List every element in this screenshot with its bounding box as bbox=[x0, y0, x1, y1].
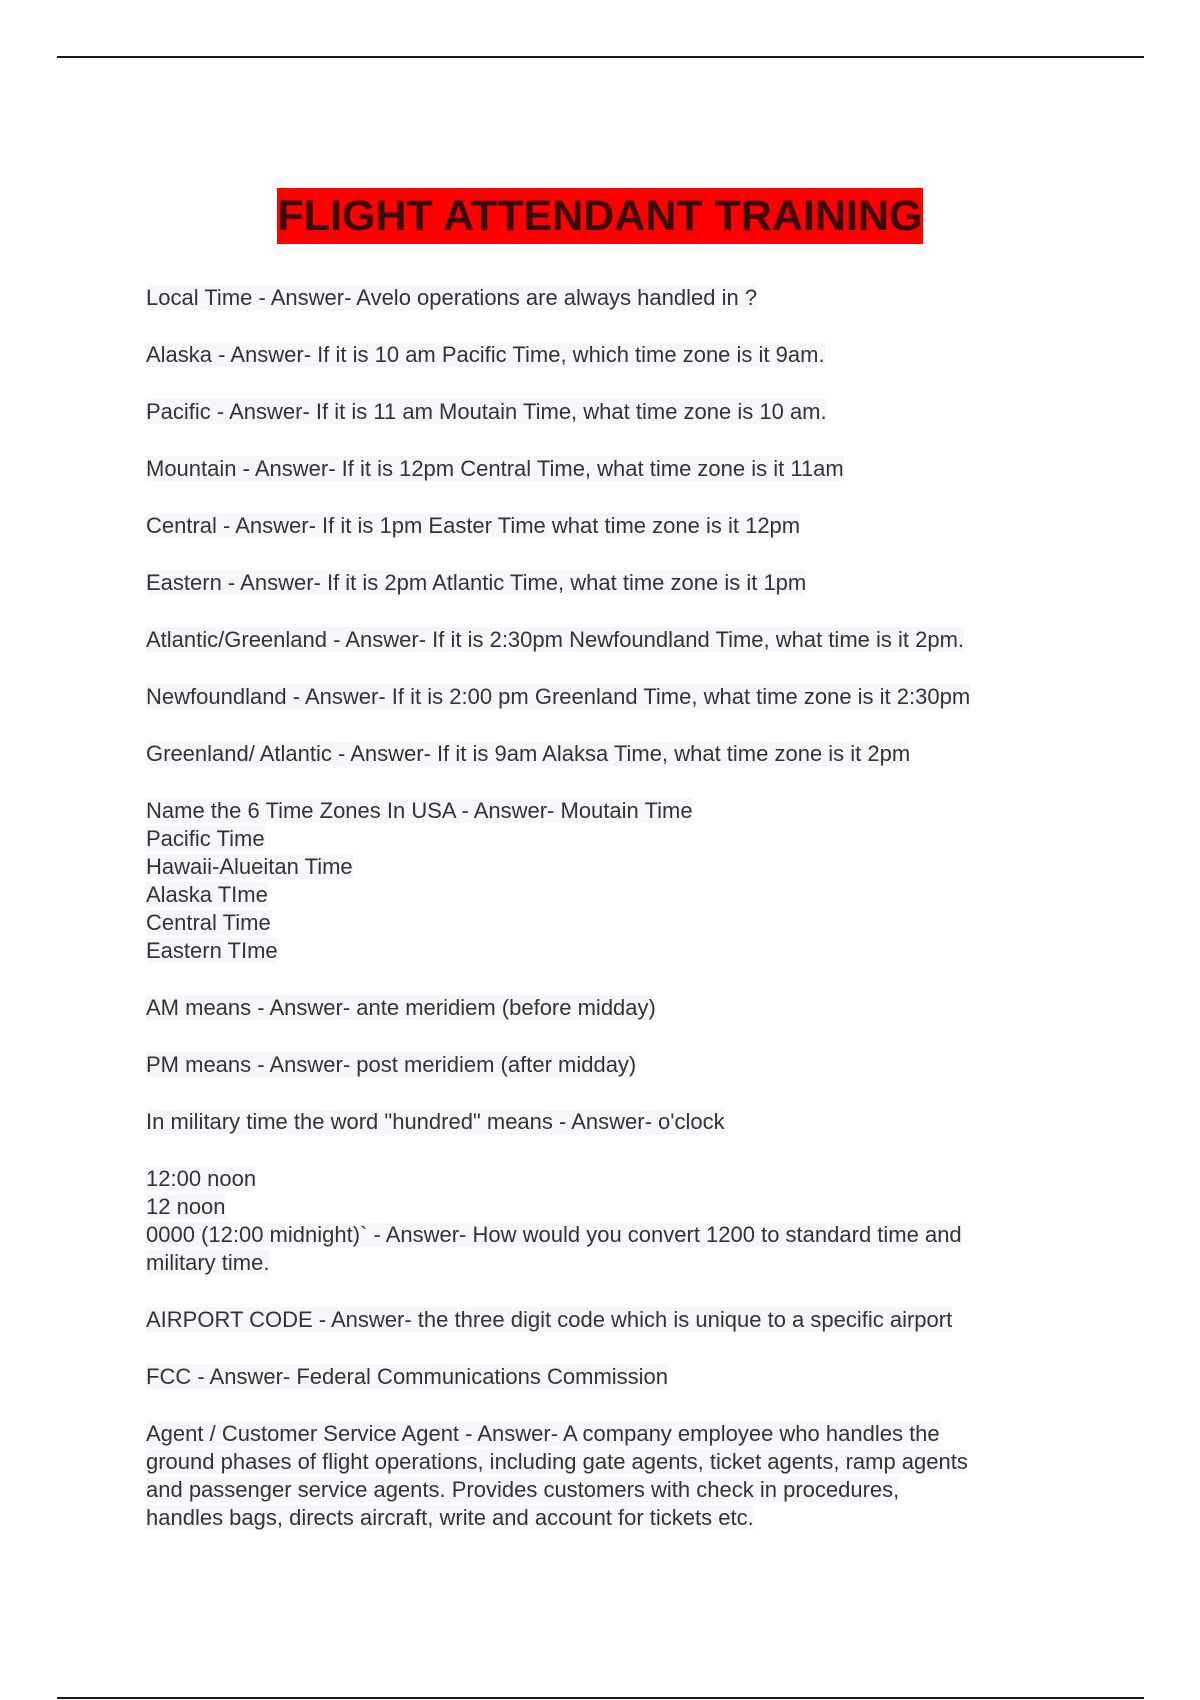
list-item bbox=[146, 1108, 1076, 1136]
qa-text: Name the 6 Time Zones In USA - Answer- Moutain Time Pacific Time Hawaii-Alueitan Time Alaska TIme Central Time Eastern TIme bbox=[146, 798, 693, 963]
flashcard-list bbox=[146, 284, 1076, 1561]
qa-text: Greenland/ Atlantic - Answer- If it is 9am Alaksa Time, what time zone is it 2pm bbox=[146, 741, 911, 766]
qa-text: AIRPORT CODE - Answer- the three digit code which is unique to a specific airport bbox=[146, 1307, 953, 1332]
qa-text: Agent / Customer Service Agent - Answer- A company employee who handles the ground phases of flight operations, including gate agents, ticket agents, ramp agents and passenger service agents. Provides customers with check in procedures, handles bags, directs aircraft, write and account for tickets etc. bbox=[146, 1421, 968, 1530]
qa-text: Eastern - Answer- If it is 2pm Atlantic Time, what time zone is it 1pm bbox=[146, 570, 807, 595]
list-item bbox=[146, 626, 1076, 654]
qa-text: 12:00 noon 12 noon 0000 (12:00 midnight)` - Answer- How would you convert 1200 to standard time and military time. bbox=[146, 1166, 962, 1275]
list-item bbox=[146, 797, 1076, 965]
list-item bbox=[146, 341, 1076, 369]
list-item bbox=[146, 994, 1076, 1022]
list-item bbox=[146, 1051, 1076, 1079]
list-item bbox=[146, 1306, 1076, 1334]
list-item bbox=[146, 569, 1076, 597]
qa-text: Central - Answer- If it is 1pm Easter Time what time zone is it 12pm bbox=[146, 513, 801, 538]
qa-text: Atlantic/Greenland - Answer- If it is 2:30pm Newfoundland Time, what time is it 2pm. bbox=[146, 627, 965, 652]
list-item bbox=[146, 455, 1076, 483]
qa-text: Local Time - Answer- Avelo operations are always handled in ? bbox=[146, 285, 758, 310]
list-item bbox=[146, 512, 1076, 540]
qa-text: AM means - Answer- ante meridiem (before midday) bbox=[146, 995, 656, 1020]
qa-text: Newfoundland - Answer- If it is 2:00 pm Greenland Time, what time zone is it 2:30pm bbox=[146, 684, 971, 709]
qa-text: Mountain - Answer- If it is 12pm Central Time, what time zone is it 11am bbox=[146, 456, 844, 481]
list-item bbox=[146, 1165, 1076, 1277]
bottom-rule bbox=[57, 1697, 1144, 1699]
title-block bbox=[0, 188, 1200, 244]
list-item bbox=[146, 683, 1076, 711]
list-item bbox=[146, 1420, 1076, 1532]
qa-text: PM means - Answer- post meridiem (after midday) bbox=[146, 1052, 637, 1077]
list-item bbox=[146, 398, 1076, 426]
qa-text: Alaska - Answer- If it is 10 am Pacific Time, which time zone is it 9am. bbox=[146, 342, 825, 367]
qa-text: FCC - Answer- Federal Communications Commission bbox=[146, 1364, 669, 1389]
qa-text: Pacific - Answer- If it is 11 am Moutain Time, what time zone is 10 am. bbox=[146, 399, 827, 424]
qa-text: In military time the word "hundred" means - Answer- o'clock bbox=[146, 1109, 725, 1134]
top-rule bbox=[57, 56, 1144, 58]
list-item bbox=[146, 1363, 1076, 1391]
list-item bbox=[146, 284, 1076, 312]
list-item bbox=[146, 740, 1076, 768]
page-title: FLIGHT ATTENDANT TRAINING bbox=[277, 188, 924, 244]
